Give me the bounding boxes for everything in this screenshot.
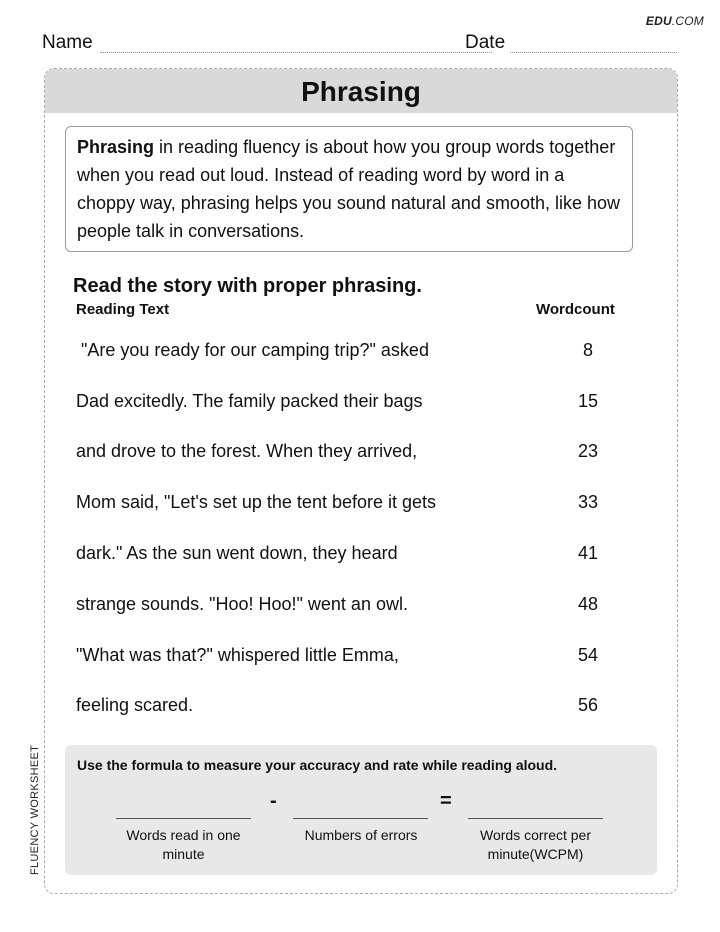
reading-line: Dad excitedly. The family packed their bags: [76, 391, 423, 411]
worksheet-card: [44, 68, 678, 894]
instruction-heading: Read the story with proper phrasing.: [73, 275, 422, 297]
reading-line: and drove to the forest. When they arrived,: [76, 441, 418, 461]
wcpm-blank[interactable]: [468, 818, 603, 819]
errors-blank[interactable]: [293, 818, 428, 819]
words-read-caption: Words read in one minute: [126, 827, 241, 862]
intro-term: Phrasing: [77, 137, 155, 157]
wcpm-caption: Words correct per minute(WCPM): [480, 827, 591, 862]
column-wordcount: Wordcount: [536, 301, 615, 318]
word-count: 8: [582, 340, 593, 360]
word-count: 23: [577, 441, 599, 461]
reading-line: strange sounds. "Hoo! Hoo!" went an owl.: [76, 594, 408, 614]
word-count: 15: [577, 391, 599, 411]
word-count: 56: [577, 695, 599, 715]
reading-line: "What was that?" whispered little Emma,: [76, 645, 399, 665]
reading-row: [76, 391, 636, 421]
reading-line: feeling scared.: [76, 695, 194, 715]
worksheet-title: Phrasing: [45, 69, 677, 113]
reading-row: [76, 492, 636, 522]
column-reading-text: Reading Text: [76, 301, 170, 318]
reading-line: "Are you ready for our camping trip?" asked: [76, 340, 429, 360]
date-label: Date: [465, 32, 506, 53]
reading-line: dark." As the sun went down, they heard: [76, 543, 398, 563]
reading-row: [76, 441, 636, 471]
intro-text: in reading fluency is about how you group words together when you read out loud. Instead of reading word by word in a choppy way, phrasing helps you sound natural and smooth, like how people talk in conversations.: [77, 137, 620, 241]
formula-box: [65, 745, 657, 875]
brand-logo: EDU.COM: [645, 14, 704, 28]
reading-row: [76, 543, 636, 573]
word-count: 54: [577, 645, 599, 665]
word-count: 48: [577, 594, 599, 614]
reading-row: [76, 594, 636, 624]
date-line: [510, 52, 677, 53]
name-label: Name: [42, 32, 93, 53]
reading-row: [76, 695, 636, 725]
formula-title: Use the formula to measure your accuracy and rate while reading aloud.: [77, 757, 558, 773]
intro-box: [65, 126, 633, 252]
name-date-row: [42, 32, 677, 56]
word-count: 41: [577, 543, 599, 563]
reading-row: [76, 340, 636, 370]
words-read-blank[interactable]: [116, 818, 251, 819]
reading-line: Mom said, "Let's set up the tent before it gets: [76, 492, 437, 512]
equals-sign: =: [440, 790, 452, 812]
errors-caption: Numbers of errors: [304, 827, 418, 843]
side-label: FLUENCY WORKSHEET: [29, 744, 41, 875]
name-line: [100, 52, 492, 53]
reading-row: [76, 645, 636, 675]
word-count: 33: [577, 492, 599, 512]
minus-sign: -: [270, 790, 277, 812]
